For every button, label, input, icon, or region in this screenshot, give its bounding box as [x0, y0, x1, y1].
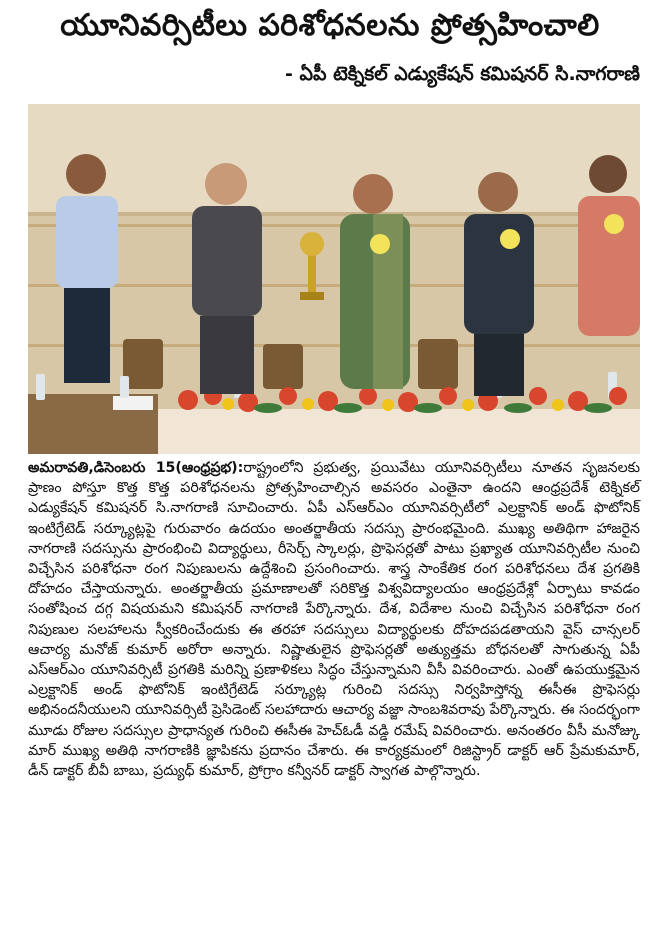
- headline: యూనివర్సిటీలు పరిశోధనలను ప్రోత్సహించాలి: [60, 8, 600, 43]
- article-text: రాష్ట్రంలోని ప్రభుత్వ, ప్రయివేటు యూనివర్సిటీలు నూతన సృజనలకు ప్రాణం పోస్తూ కొత్త కొత్త పరిశోధనలను ప్రోత్సహించాల్సిన అవసరం ఎంతైనా ఉందని ఆంధ్రప్రదేశ్ టెక్నికల్ ఎడ్యుకేషన్ కమిషనర్ సి.నాగరాణి సూచించారు. ఏపీ ఎస్ఆర్ఎం యూనివర్సిటీలో ఎల్రక్టానిక్ అండ్ ఫొటోనిక్ ఇంటిగ్రేటెడ్ సర్క్యూట్లపై గురువారం ఉదయం అంతర్జాతీయ సదస్సు ప్రారంభమైంది. ముఖ్య అతిథిగా హాజరైన నాగరాణి సదస్సును ప్రారంభించి విద్యార్థులు, రీసెర్చ్ స్కాలర్లు, ప్రొఫెసర్లతో పాటు ప్రఖ్యాత యూనివర్సిటీల నుంచి విచ్చేసిన పరిశోధనా రంగ నిపుణులను ఉద్దేశించి ప్రసంగించారు. శాస్త్ర సాంకేతిక రంగ పరిశోధనలు దేశ ప్రగతికి దోహదం చేస్తాయన్నారు. అంతర్జాతీయ ప్రమాణాలతో సరికొత్త విశ్వవిద్యాలయం ఆంధ్రప్రదేశ్లో ఏర్పాటు కావడం సంతోషించ దగ్గ విషయమని కమిషనర్ నాగరాణి పేర్కొన్నారు. దేశ, విదేశాల నుంచి విచ్చేసిన పరిశోధనా రంగ నిపుణుల సలహాలను స్వీకరించేందుకు ఈ తరహా సదస్సులు విద్యార్థులకు దోహదపడతాయని వైస్ చాన్సలర్ ఆచార్య మనోజ్ కుమార్ అరోరా అన్నారు. నిష్ణాతులైన ప్రొఫెసర్లతో అత్యుత్తమ బోధనలతో సాగుతున్న ఏపీ ఎస్ఆర్ఎం యూనివర్సిటీ ప్రగతికి మరిన్ని ప్రణాళికలు సిద్ధం చేస్తున్నామని వీసీ వివరించారు. ఎంతో ఉపయుక్తమైన ఎల్రక్టానిక్ అండ్ ఫొటోనిక్ ఇంటిగ్రేటెడ్ సర్క్యూట్ల గురించి సదస్సు నిర్వహిస్తోన్న ఈసీఈ ప్రొఫెసర్లు అభినందనీయులని యూనివర్సిటీ ప్రెసిడెంట్ సలహాదారు ఆచార్య వజ్జా సాంబశివరావు పేర్కొన్నారు. ఈ సందర్భంగా మూడు రోజుల సదస్సుల ప్రాధాన్యత గురించి ఈసీఈ హెచ్ఓడీ వడ్డి రమేష్ వివరించారు. అనంతరం వీసీ మనోజ్కు మార్ ముఖ్య అతిథి నాగరాణికి జ్ఞాపికను ప్రదానం చేశారు. ఈ కార్యక్రమంలో రిజిస్ట్రార్ డాక్టర్ ఆర్ ప్రేమకుమార్, డీన్ డాక్టర్ బీవీ బాబు, ప్రద్యుధ్ కుమార్, ప్రోగ్రాం కన్వీనర్ డాక్టర్ స్వాగత పాల్గొన్నారు.: [28, 460, 641, 780]
- subheadline: - ఏపీ టెక్నికల్ ఎడ్యుకేషన్ కమిషనర్ సి.నాగరాణి: [284, 63, 640, 85]
- news-photo: [28, 104, 640, 454]
- article-body: [28, 458, 640, 781]
- dateline: అమరావతి,డిసెంబరు 15(ఆంధ్రప్రభ):: [28, 460, 244, 476]
- ceremony-illustration: [28, 104, 640, 454]
